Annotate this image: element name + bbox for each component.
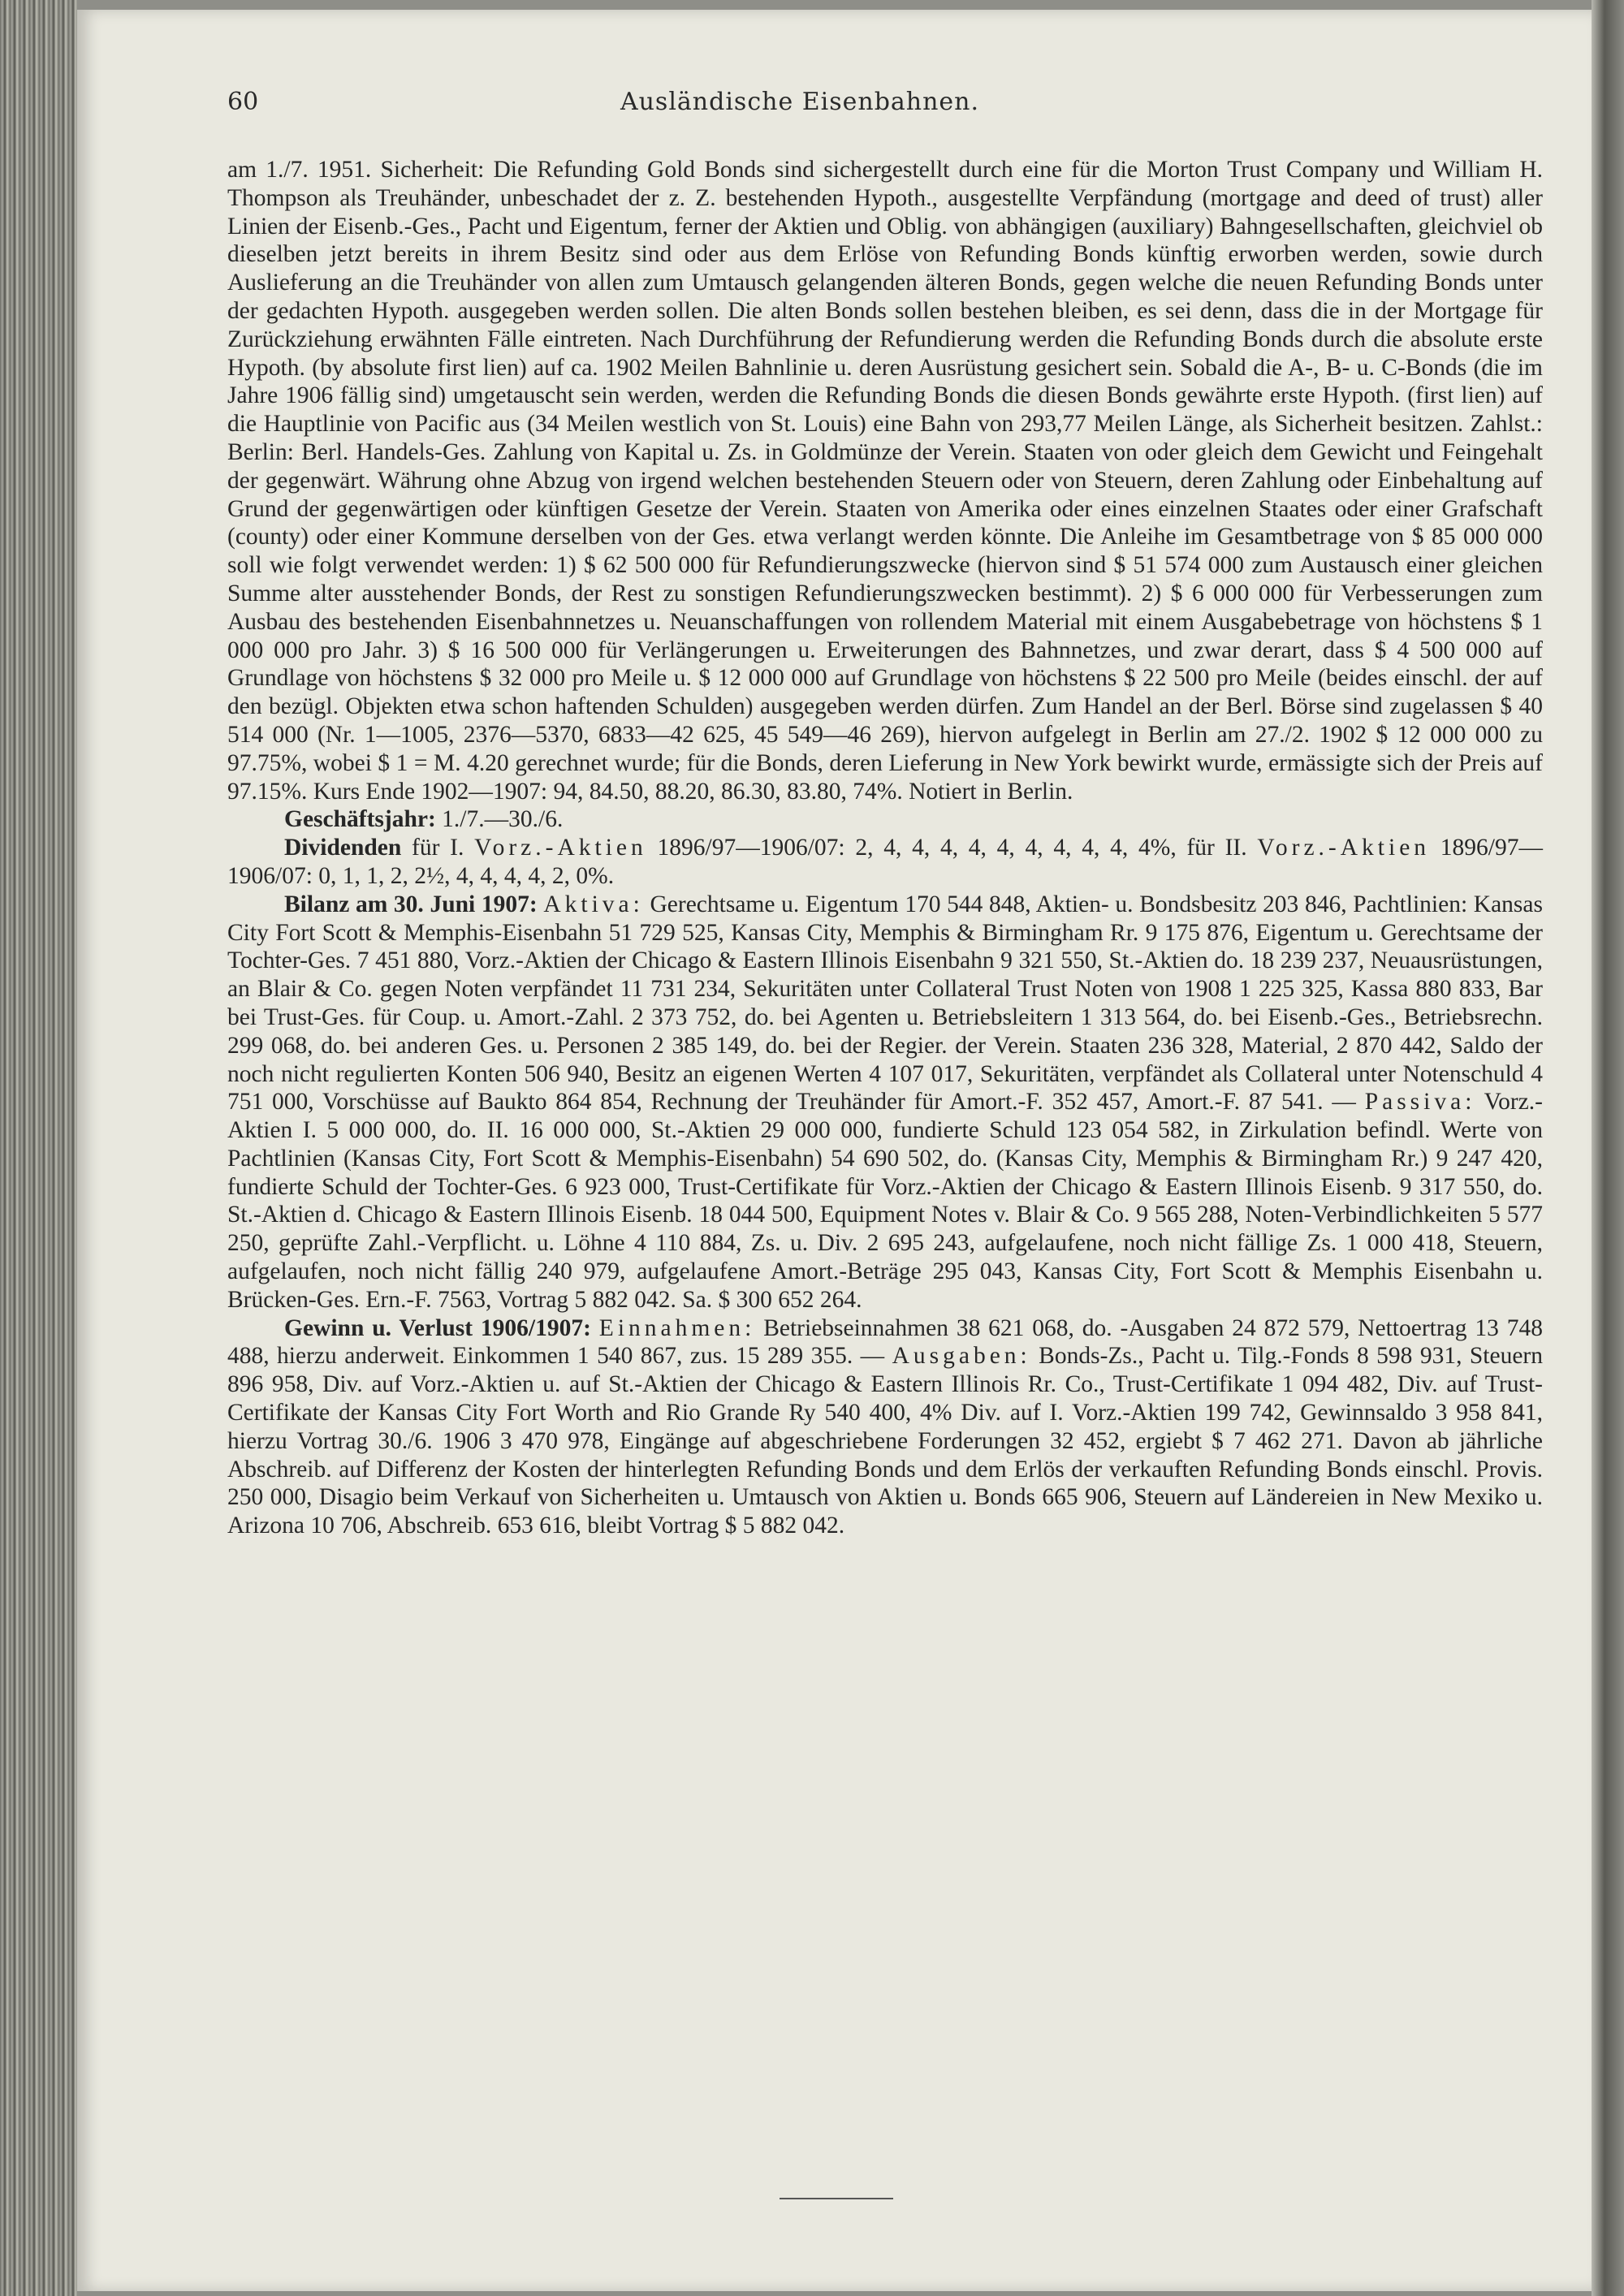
page-header — [146, 88, 1453, 128]
dividenden-vorz-aktien-1: Vorz.-Aktien — [474, 835, 647, 861]
gewinn-text-b: Bonds-Zs., Pacht u. Tilg.-Fonds 8 598 931, Steuern 896 958, Div. auf Vorz.-Aktien u. auf St.-Aktien der Chicago & Eastern Illinois Rr. Co., Trust-Certifikate 1 094 482, Div. auf Trust-Certifikate der Kansas City Fort Worth and Rio Grande Ry 540 400, 4% Div. auf I. Vorz.-Aktien 199 742, Gewinnsaldo 3 958 841, hierzu Vortrag 30./6. 1906 3 470 978, Eingänge auf abgeschriebene Forderungen 32 452, ergiebt $ 7 462 271. Davon ab jährliche Abschreib. auf Differenz der Kosten der hinterlegten Refunding Bonds und dem Erlös der verkauften Refunding Bonds einschl. Provis. 250 000, Disagio beim Verkauf von Sicherheiten u. Umtausch von Aktien u. Bonds 665 906, Steuern auf Ländereien in New Mexiko u. Arizona 10 706, Abschreib. 653 616, bleibt Vortrag $ 5 882 042. — [227, 1343, 1543, 1539]
paragraph-geschaeftsjahr — [227, 805, 1543, 834]
bilanz-passiva-label: Passiva: — [1364, 1089, 1476, 1116]
body-text — [227, 156, 1543, 1540]
book-binding-edge — [0, 0, 77, 2296]
paragraph-gewinn-verlust — [227, 1314, 1543, 1540]
dividenden-label: Dividenden — [284, 835, 402, 861]
paragraph-dividenden — [227, 834, 1543, 891]
section-end-rule — [780, 2198, 893, 2199]
dividenden-text-b: 1896/97—1906/07: 2, 4, 4, 4, 4, 4, 4, 4, 4, 4, 4%, für II. — [646, 835, 1258, 861]
gewinn-ausgaben-label: Ausgaben: — [892, 1343, 1031, 1370]
gewinn-text-a: Betriebseinnahmen 38 621 068, do. -Ausgaben 24 872 579, Nettoertrag 13 748 488, hierzu anderweit. Einkommen 1 540 867, zus. 15 289 355. — — [227, 1314, 1543, 1370]
page-number: 60 — [227, 88, 259, 116]
running-title: Ausländische Eisenbahnen. — [620, 88, 980, 116]
dividenden-text-a: für I. — [401, 835, 475, 861]
paragraph-refunding-bonds: am 1./7. 1951. Sicherheit: Die Refunding Gold Bonds sind sichergestellt durch eine für die Morton Trust Company und William H. Thompson als Treuhänder, unbeschadet der z. Z. bestehenden Hypoth., ausgestellte Verpfändung (mortgage and deed of trust) aller Linien der Eisenb.-Ges., Pacht und Eigentum, ferner der Aktien und Oblig. von abhängigen (auxiliary) Bahngesellschaften, gleichviel ob dieselben jetzt bereits in ihrem Besitz sind oder aus dem Erlöse von Refunding Bonds künftig erworben werden, sowie durch Auslieferung an die Treuhänder von allen zum Umtausch gelangenden älteren Bonds, gegen welche die neuen Refunding Bonds unter der gedachten Hypoth. ausgegeben werden sollen. Die alten Bonds sollen bestehen bleiben, es sei denn, dass die in der Mortgage für Zurückziehung erwähnten Fälle eintreten. Nach Durchführung der Refundierung werden die Refunding Bonds durch die absolute erste Hypoth. (by absolute first lien) auf ca. 1902 Meilen Bahnlinie u. deren Ausrüstung gesichert sein. Sobald die A-, B- u. C-Bonds (die im Jahre 1906 fällig sind) umgetauscht sein werden, werden die Refunding Bonds die diesen Bonds gewährte erste Hypoth. (first lien) auf die Hauptlinie von Pacific aus (34 Meilen westlich von St. Louis) eine Bahn von 293,77 Meilen Länge, als Sicherheit besitzen. Zahlst.: Berlin: Berl. Handels-Ges. Zahlung von Kapital u. Zs. in Goldmünze der Verein. Staaten von oder gleich dem Gewicht und Feingehalt der gegenwärt. Währung ohne Abzug von irgend welchen bestehenden Steuern oder von Steuern, deren Zahlung oder Einbehaltung auf Grund der gegenwärtigen oder künftigen Gesetze der Verein. Staaten von Amerika oder eines einzelnen Staates oder einer Grafschaft (county) oder einer Kommune derselben von der Ges. etwa verlangt werden könnte. Die Anleihe im Gesamtbetrage von $ 85 000 000 soll wie folgt verwendet werden: 1) $ 62 500 000 für Refundierungszwecke (hiervon sind $ 51 574 000 zum Austausch einer gleichen Summe alter ausstehender Bonds, der Rest zu sonstigen Refundierungszwecken bestimmt). 2) $ 6 000 000 für Verbesserungen zum Ausbau des bestehenden Eisenbahnnetzes u. Neuanschaffungen von rollendem Material mit einem Ausgabebetrage von höchstens $ 1 000 000 pro Jahr. 3) $ 16 500 000 für Verlängerungen u. Erweiterungen des Bahnnetzes, und zwar derart, dass $ 4 500 000 auf Grundlage von höchstens $ 32 000 pro Meile u. $ 12 000 000 auf Grundlage von höchstens $ 22 500 pro Meile (beides einschl. der auf den bezügl. Objekten etwa schon haftenden Schulden) ausgegeben werden dürfen. Zum Handel an der Berl. Börse sind zugelassen $ 40 514 000 (Nr. 1—1005, 2376—5370, 6833—42 625, 45 549—46 269), hiervon aufgelegt in Berlin am 27./2. 1902 $ 12 000 000 zu 97.75%, wobei $ 1 = M. 4.20 gerechnet wurde; für die Bonds, deren Lieferung in New York bewirkt wurde, ermässigte sich der Preis auf 97.15%. Kurs Ende 1902—1907: 94, 84.50, 88.20, 86.30, 83.80, 74%. Notiert in Berlin. — [227, 157, 1543, 805]
bilanz-text-a: Gerechtsame u. Eigentum 170 544 848, Aktien- u. Bondsbesitz 203 846, Pachtlinien: Kansas City Fort Scott & Memphis-Eisenbahn 51 729 525, Kansas City, Memphis & Birmingham Rr. 9 175 876, Eigentum u. Gerechtsame der Tochter-Ges. 7 451 880, Vorz.-Aktien der Chicago & Eastern Illinois Eisenbahn 9 321 550, St.-Aktien do. 18 239 237, Neuausrüstungen, an Blair & Co. gegen Noten verpfändet 11 731 234, Sekuritäten unter Collateral Trust Noten von 1908 1 225 325, Kassa 880 833, Bar bei Trust-Ges. für Coup. u. Amort.-Zahl. 2 373 752, do. bei Agenten u. Betriebsleitern 1 313 564, do. bei Eisenb.-Ges., Betriebsrechn. 299 068, do. bei anderen Ges. u. Personen 2 385 149, do. bei der Regier. der Verein. Staaten 236 328, Material, 2 870 442, Saldo der noch nicht regulierten Konten 506 940, Besitz an eigenen Werten 4 107 017, Sekuritäten, verpfändet als Collateral unter Notenschuld 4 751 000, Vorschüsse auf Baukto 864 854, Rechnung der Treuhänder für Amort.-F. 352 457, Amort.-F. 87 541. — — [227, 891, 1543, 1116]
bilanz-text-b: Vorz.-Aktien I. 5 000 000, do. II. 16 000 000, St.-Aktien 29 000 000, fundierte Schuld 123 054 582, in Zirkulation befindl. Werte von Pachtlinien (Kansas City, Fort Scott & Memphis-Eisenbahn) 54 690 502, do. (Kansas City, Memphis & Birmingham Rr.) 9 247 420, fundierte Schuld der Tochter-Ges. 6 923 000, Trust-Certifikate für Vorz.-Aktien der Chicago & Eastern Illinois Eisenb. 9 317 550, do. St.-Aktien d. Chicago & Eastern Illinois Eisenb. 18 044 500, Equipment Notes v. Blair & Co. 9 565 288, Noten-Verbindlichkeiten 5 577 250, geprüfte Zahl.-Verpflicht. u. Löhne 4 110 884, Zs. u. Div. 2 695 243, aufgelaufene, noch nicht fällige Zs. 1 000 418, Steuern, aufgelaufen, noch nicht fällig 240 979, aufgelaufene Amort.-Beträge 295 043, Kansas City, Fort Scott & Memphis Eisenbahn u. Brücken-Ges. Ern.-F. 7563, Vortrag 5 882 042. Sa. $ 300 652 264. — [227, 1089, 1543, 1313]
dividenden-vorz-aktien-2: Vorz.-Aktien — [1257, 835, 1431, 861]
gewinn-label: Gewinn u. Verlust 1906/1907: — [284, 1314, 591, 1341]
bilanz-aktiva-label: Aktiva: — [543, 891, 644, 917]
bilanz-label: Bilanz am 30. Juni 1907: — [284, 891, 538, 917]
gewinn-einnahmen-label: Einnahmen: — [598, 1314, 756, 1341]
dividenden-text-c: 1896/97—1906/07: 0, 1, 1, 2, 2½, 4, 4, 4, 4, 2, 0%. — [227, 835, 1543, 889]
paragraph-bilanz — [227, 891, 1543, 1314]
geschaeftsjahr-label: Geschäftsjahr: — [284, 806, 436, 833]
page-right-edge — [1592, 0, 1624, 2296]
geschaeftsjahr-text: 1./7.—30./6. — [435, 806, 564, 833]
